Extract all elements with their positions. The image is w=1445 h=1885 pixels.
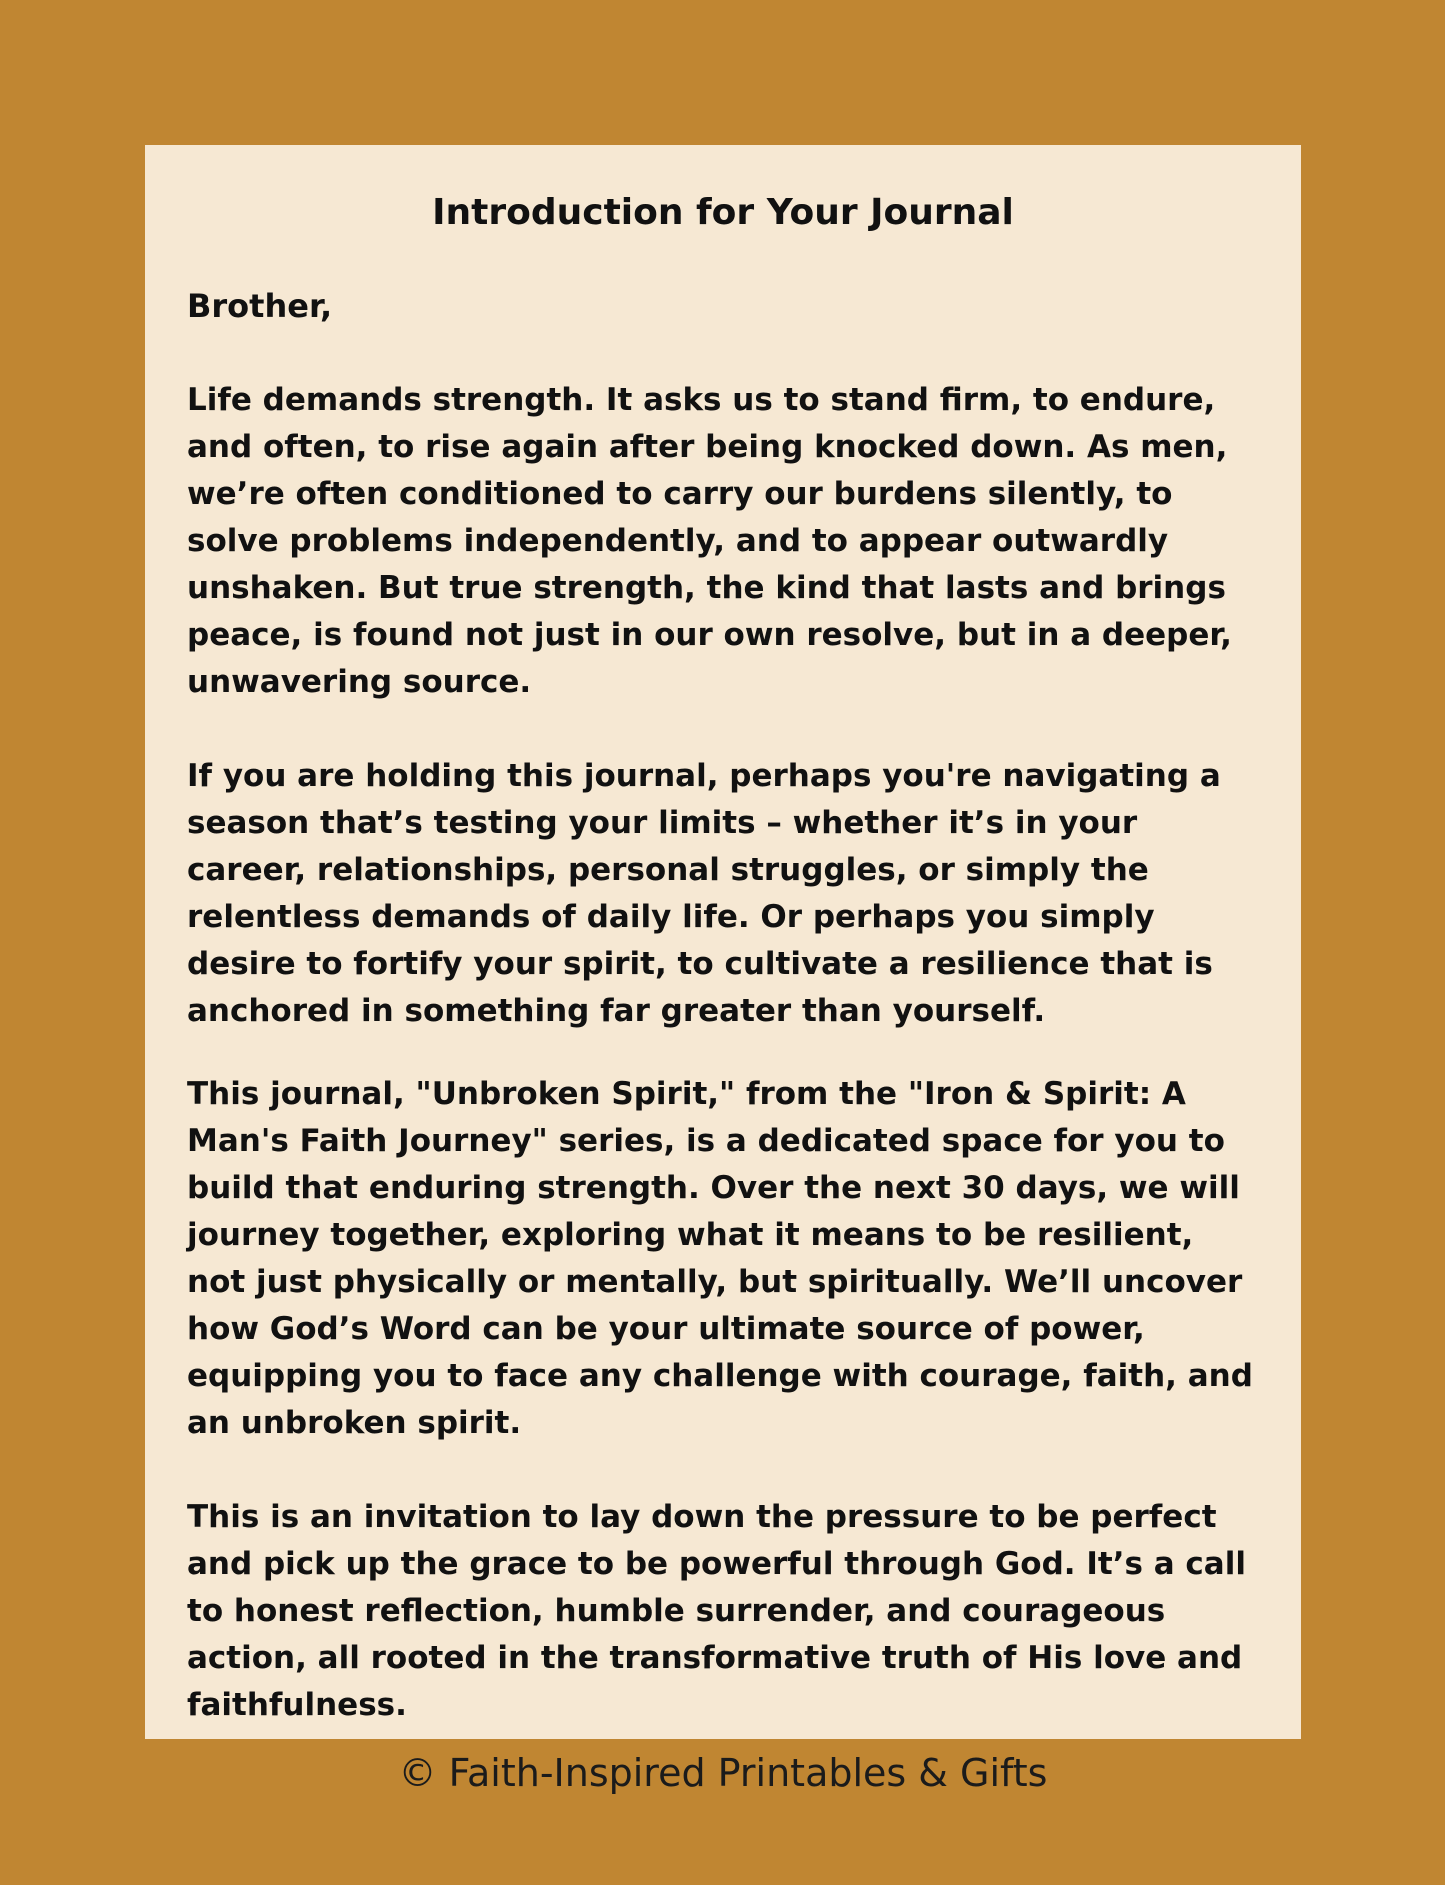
page-title: Introduction for Your Journal	[432, 192, 1014, 233]
paragraph-3: This journal, "Unbroken Spirit," from the "Iron & Spirit: A Man's Faith Journey" series, is a dedicated space for you to build that enduring strength. Over the next 30 days, we will journey together, exploring what it means to be resilient, not just physically or mentally, but spiritually. We’ll uncover how God’s Word can be your ultimate source of power, equipping you to face any challenge with courage, faith, and an unbroken spirit.	[187, 1076, 1253, 1441]
paragraph-4: This is an invitation to lay down the pressure to be perfect and pick up the grace to be powerful through God. It’s a call to honest reflection, humble surrender, and courageous action, all rooted in the transformative truth of His love and faithfulness.	[187, 1499, 1246, 1723]
copyright-footer: © Faith-Inspired Printables & Gifts	[398, 1751, 1048, 1795]
paragraph-1: Life demands strength. It asks us to stand firm, to endure, and often, to rise again after being knocked down. As men, we’re often conditioned to carry our burdens silently, to solve problems independently, and to appear outwardly unshaken. But true strength, the kind that lasts and brings peace, is found not just in our own resolve, but in a deeper, unwavering source.	[187, 382, 1232, 700]
paragraph-2: If you are holding this journal, perhaps you're navigating a season that’s testing your limits – whether it’s in your career, relationships, personal struggles, or simply the relentless demands of daily life. Or perhaps you simply desire to fortify your spirit, to cultivate a resilience that is anchored in something far greater than yourself.	[187, 758, 1221, 1029]
salutation: Brother,	[187, 287, 333, 325]
journal-page	[145, 145, 1301, 1795]
